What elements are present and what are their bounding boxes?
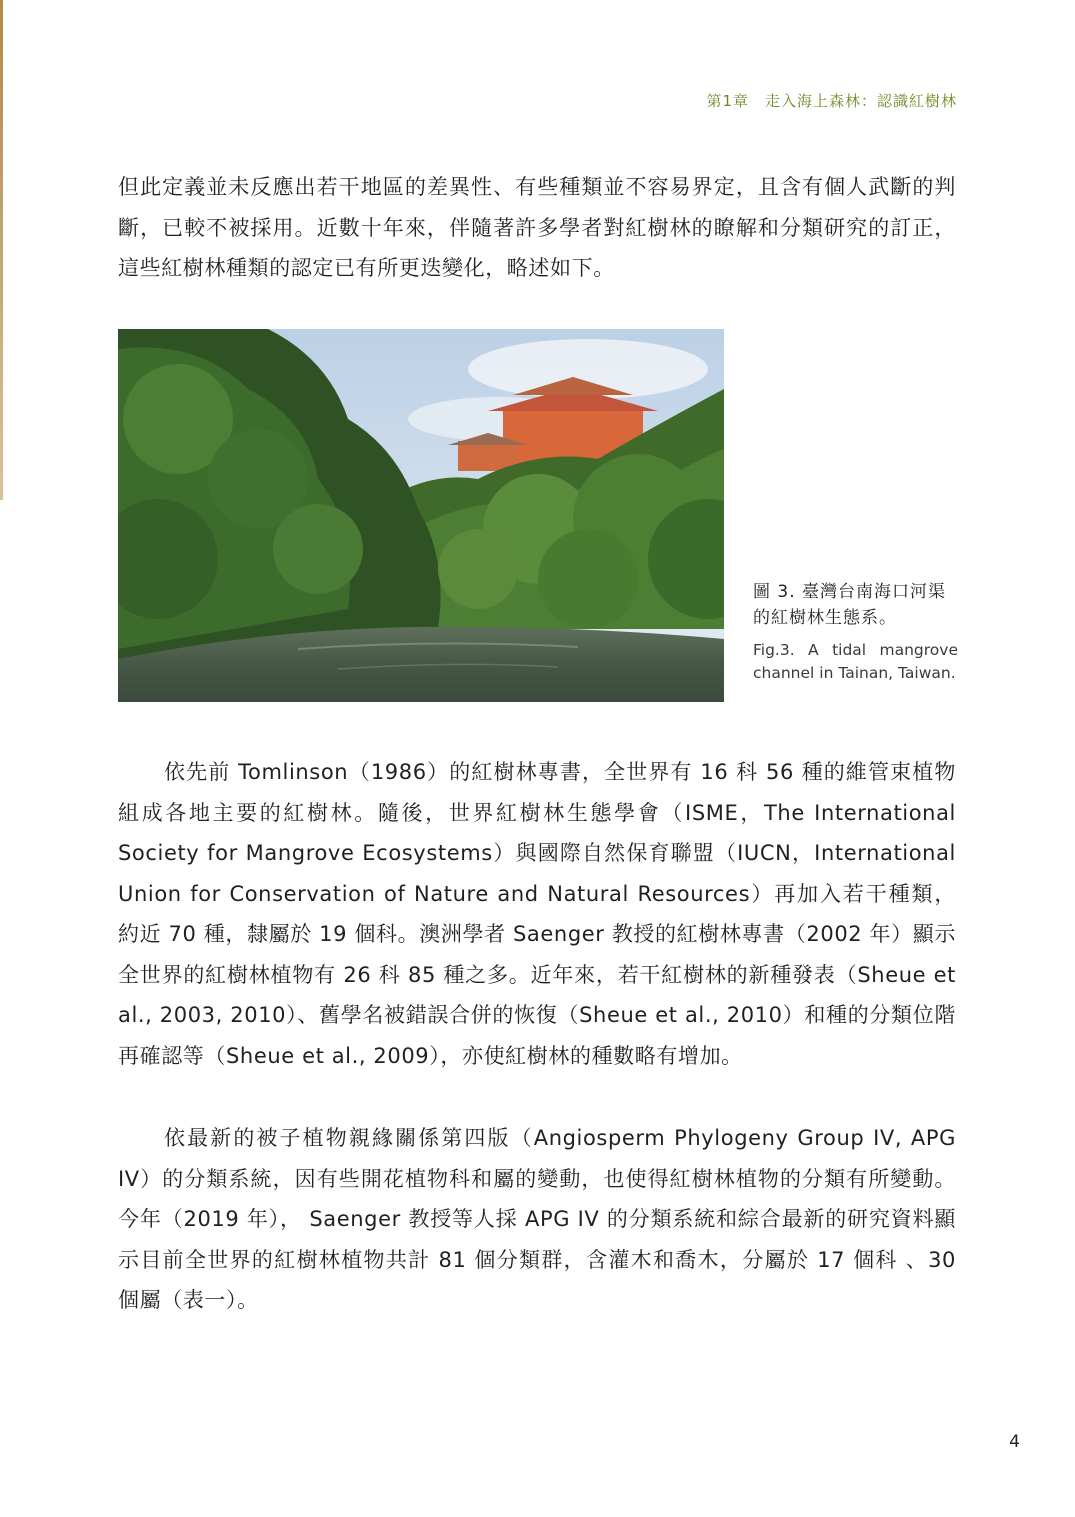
caption-english: Fig.3. A tidal mangrove channel in Tainan, Taiwan.	[753, 641, 958, 682]
page-edge-mark	[0, 0, 3, 500]
body-paragraph-3: 依最新的被子植物親緣關係第四版（Angiosperm Phylogeny Group IV, APG IV）的分類系統，因有些開花植物科和屬的變動，也使得紅樹林植物的分類有所變動。今年（2019 年）， Saenger 教授等人採 APG IV 的分類系統和綜合最新的研究資料顯示目前全世界的紅樹林植物共計 81 個分類群，含灌木和喬木，分屬於 17 個科 、30 個屬（表一）。	[118, 1126, 956, 1312]
page-number: 4	[1009, 1432, 1020, 1452]
body-paragraph-2: 依先前 Tomlinson（1986）的紅樹林專書，全世界有 16 科 56 種的維管束植物組成各地主要的紅樹林。隨後，世界紅樹林生態學會（ISME，The International Society for Mangrove Ecosystems）與國際自然保育聯盟（IUCN，International Union for Conservation of Nature and Natural Resources）再加入若干種類，約近 70 種，隸屬於 19 個科。澳洲學者 Saenger 教授的紅樹林專書（2002 年）顯示全世界的紅樹林植物有 26 科 85 種之多。近年來，若干紅樹林的新種發表（Sheue et al., 2003, 2010）、舊學名被錯誤合併的恢復（Sheue et al., 2010）和種的分類位階再確認等（Sheue et al., 2009），亦使紅樹林的種數略有增加。	[118, 760, 956, 1068]
body-paragraph-1: 但此定義並未反應出若干地區的差異性、有些種類並不容易界定，且含有個人武斷的判斷，已較不被採用。近數十年來，伴隨著許多學者對紅樹林的瞭解和分類研究的訂正，這些紅樹林種類的認定已有所更迭變化，略述如下。	[118, 175, 956, 280]
figure-caption	[753, 579, 958, 685]
running-head: 第1章 走入海上森林：認識紅樹林	[706, 92, 957, 110]
mangrove-channel-photo	[118, 329, 724, 702]
caption-chinese: 圖 3. 臺灣台南海口河渠的紅樹林生態系。	[753, 582, 947, 628]
